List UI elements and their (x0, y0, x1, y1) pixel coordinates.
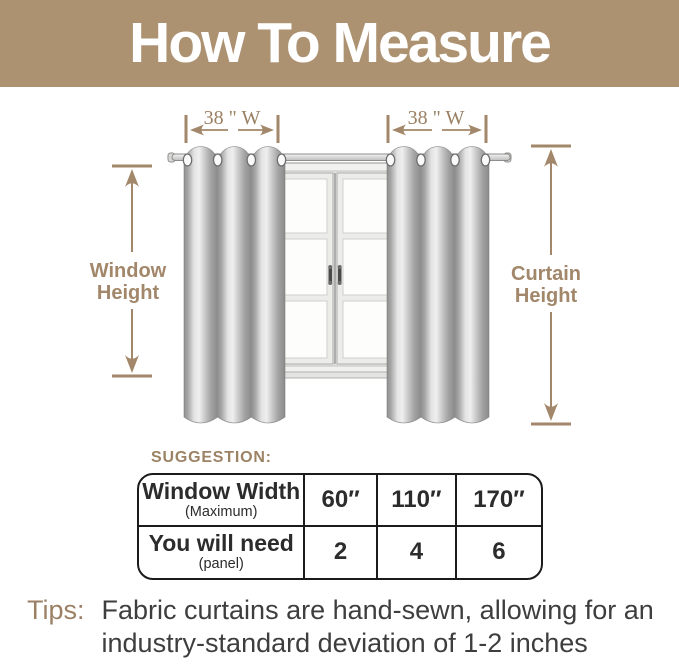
curtain-panel-right (386, 147, 489, 424)
page-title: How To Measure (129, 11, 550, 75)
table-header-window-width: Window Width (Maximum) (139, 475, 305, 527)
curtain-height-label-line1: Curtain (511, 263, 581, 285)
window-height-label-line1: Window (89, 260, 167, 282)
size-suggestion-table (137, 473, 543, 580)
table-cell-panels-6: 6 (492, 538, 506, 566)
left-width-label: 38 " W (203, 107, 261, 129)
table-header-you-will-need: You will need (panel) (139, 527, 305, 579)
title-banner (0, 0, 679, 87)
right-width-label: 38 " W (407, 107, 465, 129)
tips-label: Tips: (27, 595, 85, 625)
measurement-diagram (0, 87, 679, 445)
window-height-label-line2: Height (96, 282, 160, 304)
curtain-height-label-line2: Height (514, 285, 578, 307)
table-cell-width-110: 110″ (378, 475, 457, 527)
curtain-height-measure (511, 145, 581, 426)
tips-text: Fabric curtains are hand-sewn, allowing for an industry-standard deviation of 1-2 inches (101, 595, 654, 658)
width-measure-right (387, 107, 488, 143)
table-cell-width-170: 170″ (457, 475, 541, 527)
table-cell-panels-4: 4 (378, 527, 457, 579)
suggestion-heading: SUGGESTION: (151, 449, 272, 466)
tips-section (27, 594, 667, 660)
window-height-measure (90, 165, 167, 378)
table-cell-panels-2: 2 (305, 527, 377, 579)
width-measure-left (185, 107, 280, 143)
table-cell-width-60: 60″ (305, 475, 377, 527)
curtain-window-illustration (0, 87, 679, 445)
curtain-panel-left (183, 146, 285, 423)
